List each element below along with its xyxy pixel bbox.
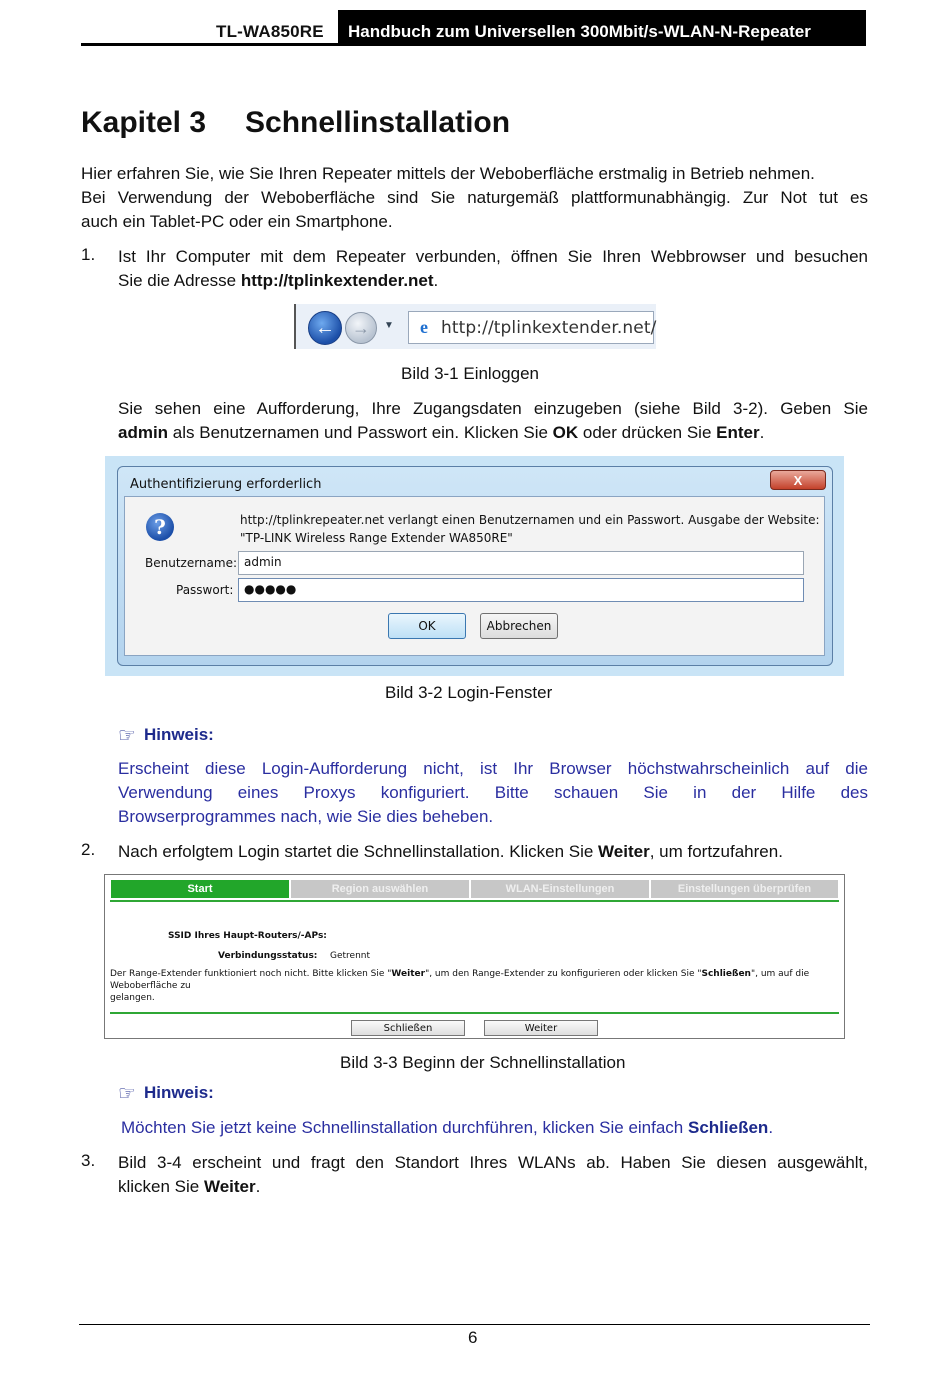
login-dialog-message: http://tplinkrepeater.net verlangt einen Benutzernamen und ein Passwort. Ausgabe der Website: "TP-LINK Wireless Range Extender WA850RE"	[240, 513, 820, 545]
next-button[interactable]: Weiter	[484, 1020, 598, 1036]
footer-rule	[79, 1324, 870, 1325]
quick-setup-screenshot	[104, 874, 845, 1039]
ssid-label: SSID Ihres Haupt-Routers/-APs:	[168, 931, 327, 941]
note-1-heading: ☞ Hinweis:	[118, 723, 214, 747]
step-3-line-1: Bild 3-4 erscheint und fragt den Standort Ihres WLANs ab. Haben Sie diesen ausgewählt,	[118, 1153, 868, 1172]
note-2-text: Möchten Sie jetzt keine Schnellinstallation durchführen, klicken Sie einfach Schließen.	[121, 1118, 774, 1137]
figure-2-caption: Bild 3-2 Login-Fenster	[385, 683, 553, 702]
figure-3-caption: Bild 3-3 Beginn der Schnellinstallation	[340, 1053, 626, 1072]
pointing-hand-icon: ☞	[118, 723, 136, 747]
step-2-text: Nach erfolgtem Login startet die Schnellinstallation. Klicken Sie Weiter, um fortzufahren.	[118, 842, 783, 861]
ok-button[interactable]: OK	[388, 613, 466, 639]
history-dropdown-icon[interactable]: ▼	[384, 320, 394, 331]
step-3-line-2: klicken Sie Weiter.	[118, 1177, 261, 1196]
tab-underline	[110, 900, 839, 902]
step-1-url: http://tplinkextender.net	[240, 271, 434, 290]
username-field[interactable]: admin	[238, 551, 804, 575]
tab-start[interactable]: Start	[111, 880, 289, 898]
chapter-number: Kapitel 3	[81, 106, 207, 139]
page-number: 6	[468, 1328, 478, 1347]
close-button[interactable]: X	[770, 470, 826, 490]
intro-line-2: Bei Verwendung der Weboberfläche sind Sie naturgemäß plattformunabhängig. Zur Not tut es	[81, 188, 868, 207]
figure-1-caption: Bild 3-1 Einloggen	[401, 364, 539, 383]
login-line-2: admin als Benutzernamen und Passwort ein. Klicken Sie OK oder drücken Sie Enter.	[118, 423, 765, 442]
tab-wlan[interactable]: WLAN-Einstellungen	[471, 880, 649, 898]
intro-line-3: auch ein Tablet-PC oder ein Smartphone.	[81, 212, 393, 231]
close-setup-button[interactable]: Schließen	[351, 1020, 465, 1036]
header-model: TL-WA850RE	[216, 22, 324, 41]
login-line-1: Sie sehen eine Aufforderung, Ihre Zugangsdaten einzugeben (siehe Bild 3-2). Geben Sie	[118, 399, 868, 418]
note-1-line-1: Erscheint diese Login-Aufforderung nicht, ist Ihr Browser höchstwahrscheinlich auf die	[118, 759, 868, 778]
note-2-heading: ☞ Hinweis:	[118, 1081, 214, 1105]
password-label: Passwort:	[176, 583, 234, 597]
help-question-icon: ?	[146, 513, 174, 541]
username-label: Benutzername:	[145, 556, 238, 570]
note-1-line-3: Browserprogrammes nach, wie Sie dies beheben.	[118, 807, 494, 826]
header-rule	[81, 43, 866, 46]
ie-logo-icon: e	[420, 317, 428, 337]
intro-line-1: Hier erfahren Sie, wie Sie Ihren Repeater mittels der Weboberfläche erstmalig in Betrieb nehmen.	[81, 164, 815, 183]
status-value: Getrennt	[330, 951, 371, 961]
login-dialog-title: Authentifizierung erforderlich	[130, 477, 322, 492]
step-3-number: 3.	[81, 1151, 96, 1170]
step-2-number: 2.	[81, 840, 96, 859]
step-1-number: 1.	[81, 245, 96, 264]
tab-review[interactable]: Einstellungen überprüfen	[651, 880, 838, 898]
footer-divider	[110, 1012, 839, 1014]
back-arrow-icon[interactable]: ←	[308, 311, 342, 345]
forward-arrow-icon[interactable]: →	[345, 312, 377, 344]
note-1-line-2: Verwendung eines Proxys konfiguriert. Bitte schauen Sie in der Hilfe des	[118, 783, 868, 802]
header-title: Handbuch zum Universellen 300Mbit/s-WLAN-N-Repeater	[348, 22, 811, 41]
cancel-button[interactable]: Abbrechen	[480, 613, 558, 639]
tab-region[interactable]: Region auswählen	[291, 880, 469, 898]
quick-setup-message: Der Range-Extender funktioniert noch nicht. Bitte klicken Sie "Weiter", um den Range-Extender zu konfigurieren oder klicken Sie "Schließen", um auf die Weboberfläche zu gelangen.	[110, 969, 810, 1003]
url-text[interactable]: http://tplinkextender.net/	[441, 318, 657, 338]
status-label: Verbindungsstatus:	[218, 951, 318, 961]
pointing-hand-icon: ☞	[118, 1081, 136, 1105]
password-field[interactable]: ●●●●●	[238, 578, 804, 602]
chapter-title: Schnellinstallation	[245, 106, 511, 139]
step-1-line-2: Sie die Adresse http://tplinkextender.net.	[118, 271, 439, 290]
step-1-line-1: Ist Ihr Computer mit dem Repeater verbunden, öffnen Sie Ihren Webbrowser und besuchen	[118, 247, 868, 266]
